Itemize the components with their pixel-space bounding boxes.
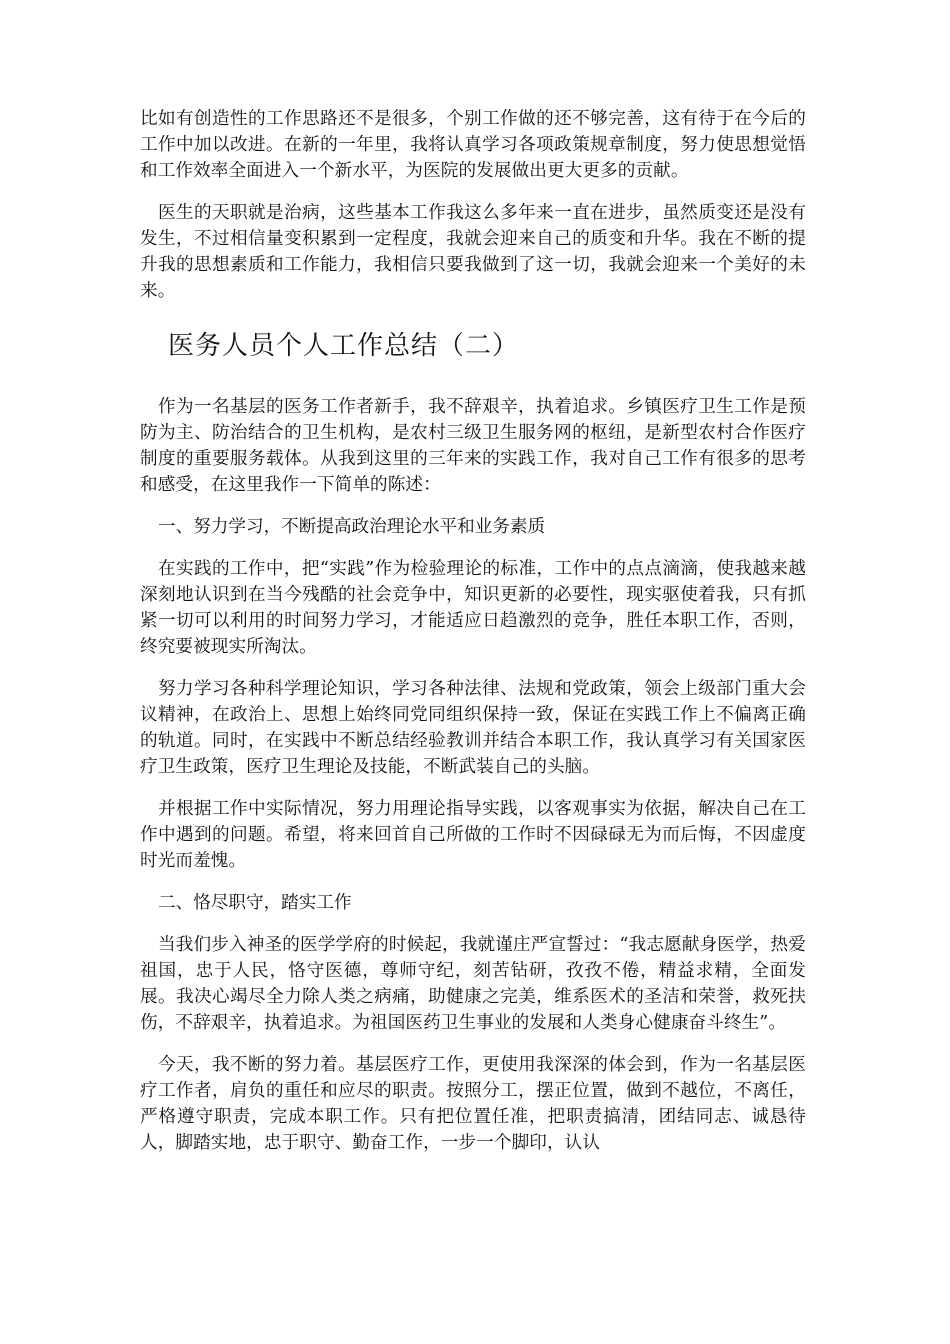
paragraph-study-3: 并根据工作中实际情况，努力用理论指导实践，以客观事实为依据，解决自己在工作中遇到的问题。希望，将来回首自己所做的工作时不因碌碌无为而后悔，不因虚度时光而羞愧。	[140, 799, 806, 871]
paragraph-doctor-duty: 医生的天职就是治病，这些基本工作我这么多年来一直在进步，虽然质变还是没有发生，不过相信量变积累到一定程度，我就会迎来自己的质变和升华。我在不断的提升我的思想素质和工作能力，我相信只要我做到了这一切，我就会迎来一个美好的未来。	[140, 203, 806, 301]
paragraph-duty-1: 当我们步入神圣的医学学府的时候起，我就谨庄严宣誓过：“我志愿献身医学，热爱祖国，忠于人民，恪守医德，尊师守纪，刻苦钻研，孜孜不倦，精益求精，全面发展。我决心竭尽全力除人类之病痛，助健康之完美，维系医术的圣洁和荣誉，救死扶伤，不辞艰辛，执着追求。为祖国医药卫生事业的发展和人类身心健康奋斗终生”。	[140, 935, 806, 1033]
section-heading-study: 一、努力学习，不断提高政治理论水平和业务素质	[158, 517, 546, 537]
document-body	[140, 106, 806, 1156]
paragraph-study-1: 在实践的工作中，把“实践”作为检验理论的标准，工作中的点点滴滴，使我越来越深刻地认识到在当今残酷的社会竞争中，知识更新的必要性，现实驱使着我，只有抓紧一切可以利用的时间努力学习，才能适应日趋激烈的竞争，胜任本职工作，否则，终究要被现实所淘汰。	[140, 559, 806, 657]
document-title: 医务人员个人工作总结（二）	[168, 331, 520, 361]
paragraph-intro: 作为一名基层的医务工作者新手，我不辞艰辛，执着追求。乡镇医疗卫生工作是预防为主、防治结合的卫生机构，是农村三级卫生服务网的枢纽，是新型农村合作医疗制度的重要服务载体。从我到这里的三年来的实践工作，我对自己工作有很多的思考和感受，在这里我作一下简单的陈述：	[140, 397, 806, 495]
paragraph-study-2: 努力学习各种科学理论知识，学习各种法律、法规和党政策，领会上级部门重大会议精神，在政治上、思想上始终同党同组织保持一致，保证在实践工作上不偏离正确的轨道。同时，在实践中不断总结经验教训并结合本职工作，我认真学习有关国家医疗卫生政策，医疗卫生理论及技能，不断武装自己的头脑。	[140, 679, 806, 777]
paragraph-duty-2: 今天，我不断的努力着。基层医疗工作，更使用我深深的体会到，作为一名基层医疗工作者，肩负的重任和应尽的职责。按照分工，摆正位置，做到不越位，不离任，严格遵守职责，完成本职工作。只有把位置任准，把职责搞清，团结同志、诚恳待人，脚踏实地，忠于职守、勤奋工作，一步一个脚印，认认	[140, 1055, 806, 1153]
section-heading-duty: 二、恪尽职守，踏实工作	[158, 893, 352, 913]
paragraph-continuation: 比如有创造性的工作思路还不是很多，个别工作做的还不够完善，这有待于在今后的工作中加以改进。在新的一年里，我将认真学习各项政策规章制度，努力使思想觉悟和工作效率全面进入一个新水平，为医院的发展做出更大更多的贡献。	[140, 109, 806, 181]
